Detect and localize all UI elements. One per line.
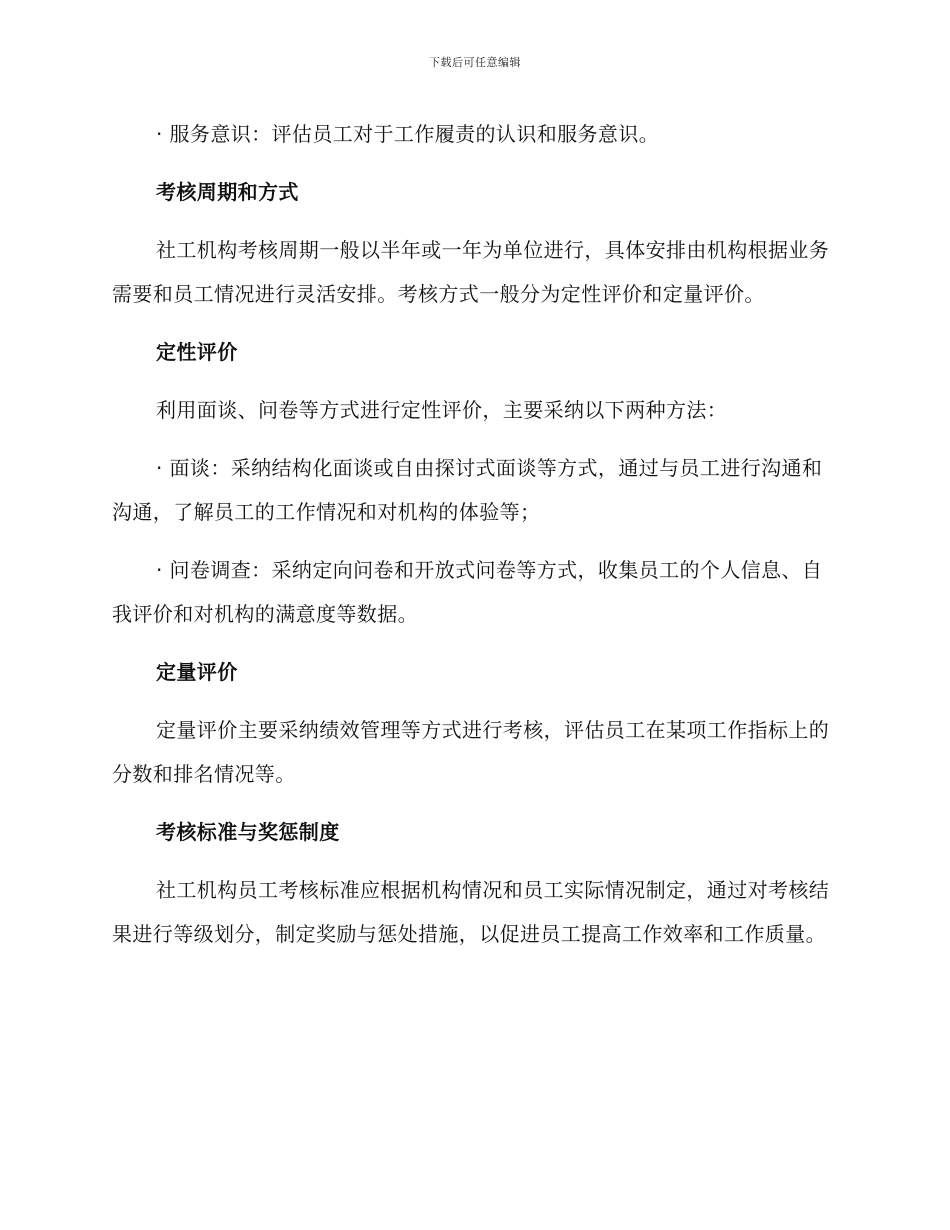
heading-quantitative: 定量评价: [156, 660, 238, 684]
bullet-service-awareness: · 服务意识：评估员工对于工作履责的认识和服务意识。: [156, 122, 660, 146]
document-body: [112, 112, 834, 956]
bullet-survey: · 问卷调查：采纳定向问卷和开放式问卷等方式，收集员工的个人信息、自我评价和对机构的满意度等数据。: [112, 558, 823, 626]
paragraph-cycle: 社工机构考核周期一般以半年或一年为单位进行，具体安排由机构根据业务需要和员工情况进行灵活安排。考核方式一般分为定性评价和定量评价。: [112, 238, 830, 306]
header-note: 下载后可任意编辑: [429, 56, 521, 69]
bullet-interview: · 面谈：采纳结构化面谈或自由探讨式面谈等方式，通过与员工进行沟通和沟通，了解员工的工作情况和对机构的体验等；: [112, 456, 823, 524]
heading-cycle: 考核周期和方式: [156, 180, 299, 204]
paragraph-standards: 社工机构员工考核标准应根据机构情况和员工实际情况制定，通过对考核结果进行等级划分，制定奖励与惩处措施，以促进员工提高工作效率和工作质量。: [112, 878, 830, 946]
heading-standards: 考核标准与奖惩制度: [156, 820, 340, 844]
paragraph-quantitative: 定量评价主要采纳绩效管理等方式进行考核，评估员工在某项工作指标上的分数和排名情况等。: [112, 718, 830, 786]
heading-qualitative: 定性评价: [156, 340, 238, 364]
paragraph-qualitative: 利用面谈、问卷等方式进行定性评价，主要采纳以下两种方法：: [156, 398, 728, 422]
